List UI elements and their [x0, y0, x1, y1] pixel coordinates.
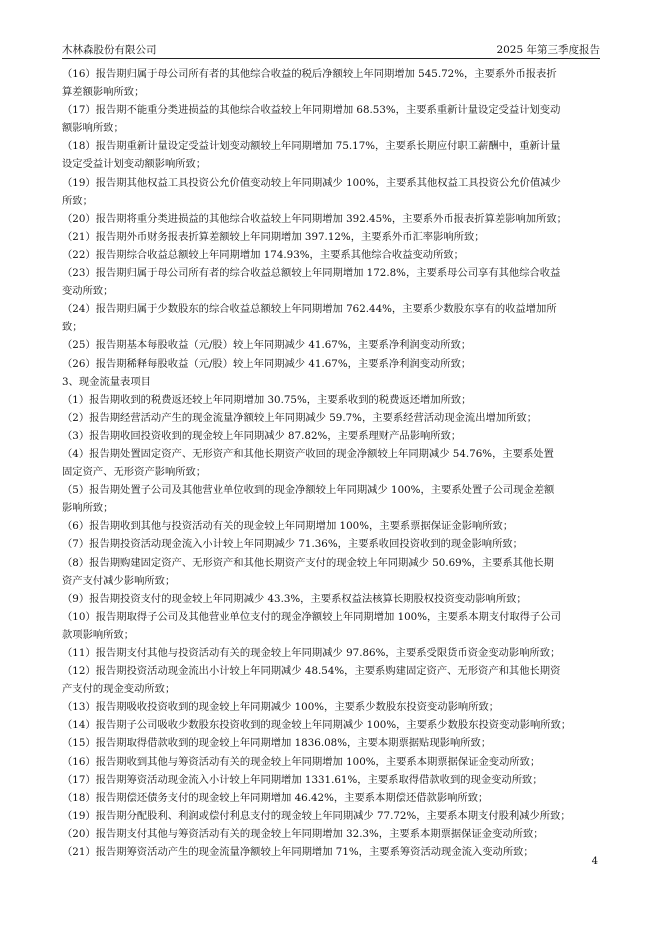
text-line: 设定受益计划变动额影响所致；	[62, 158, 207, 171]
text-line: 致；	[62, 321, 83, 334]
text-line: 额影响所致；	[62, 122, 124, 135]
text-line: （7）报告期投资活动现金流入小计较上年同期减少 71.36%，主要系收回投资收到的现金影响所致；	[62, 538, 523, 551]
page-number: 4	[591, 856, 598, 867]
text-line: 所致；	[62, 194, 93, 207]
text-line: 款项影响所致；	[62, 628, 135, 641]
text-line: （3）报告期收回投资收到的现金较上年同期减少 87.82%，主要系理财产品影响所致；	[62, 429, 462, 442]
text-line: （9）报告期投资支付的现金较上年同期减少 43.3%，主要系权益法核算长期股权投资变动影响所致；	[62, 592, 527, 605]
text-line: 算差额影响所致；	[62, 86, 145, 99]
text-line: （20）报告期将重分类进损益的其他综合收益较上年同期增加 392.45%，主要系外币报表折算差影响加所致；	[62, 212, 567, 225]
text-line: （23）报告期归属于母公司所有者的综合收益总额较上年同期增加 172.8%，主要系母公司享有其他综合收益	[62, 267, 561, 280]
text-line: 固定资产、无形资产影响所致；	[62, 466, 207, 479]
text-line: （24）报告期归属于少数股东的综合收益总额较上年同期增加 762.44%，主要系少数股东享有的收益增加所	[62, 303, 557, 316]
text-line: （15）报告期取得借款收到的现金较上年同期增加 1836.08%，主要本期票据贴现影响所致；	[62, 737, 492, 750]
text-line: （6）报告期收到其他与投资活动有关的现金较上年同期增加 100%，主要系票据保证金影响所致；	[62, 520, 514, 533]
report-body	[62, 65, 602, 861]
text-line: （18）报告期偿还债务支付的现金较上年同期增加 46.42%，主要系本期偿还借款影响所致；	[62, 791, 489, 804]
text-line: 产支付的现金变动所致；	[62, 683, 176, 696]
text-line: （19）报告期其他权益工具投资公允价值变动较上年同期减少 100%，主要系其他权益工具投资公允价值减少	[62, 176, 561, 189]
text-line: （19）报告期分配股利、利润或偿付利息支付的现金较上年同期减少 77.72%，主要系本期支付股利减少所致；	[62, 809, 571, 822]
text-line: （5）报告期处置子公司及其他营业单位收到的现金净额较上年同期减少 100%，主要系处置子公司现金差额	[62, 484, 555, 497]
text-line: （25）报告期基本每股收益（元/股）较上年同期减少 41.67%，主要系净利润变动所致；	[62, 339, 472, 352]
company-name: 木林森股份有限公司	[62, 44, 157, 56]
text-line: （21）报告期外币财务报表折算差额较上年同期增加 397.12%，主要系外币汇率影响所致；	[62, 230, 485, 243]
text-line: （16）报告期归属于母公司所有者的其他综合收益的税后净额较上年同期增加 545.72%，主要系外币报表折	[62, 68, 557, 80]
text-line: （20）报告期支付其他与筹资活动有关的现金较上年同期增加 32.3%，主要系本期票据保证金变动所致；	[62, 827, 544, 840]
text-line: （13）报告期吸收投资收到的现金较上年同期减少 100%，主要系少数股东投资变动影响所致；	[62, 701, 500, 714]
text-line: （22）报告期综合收益总额较上年同期增加 174.93%，主要系其他综合收益变动所致；	[62, 248, 464, 261]
text-line: （4）报告期处置固定资产、无形资产和其他长期资产收回的现金净额较上年同期减少 54.76%，主要系处置	[62, 447, 554, 460]
text-line: （17）报告期不能重分类进损益的其他综合收益较上年同期增加 68.53%，主要系重新计量设定受益计划变动	[62, 104, 561, 117]
text-line: （1）报告期收到的税费返还较上年同期增加 30.75%，主要系收到的税费返还增加所致；	[62, 393, 472, 406]
text-line: （10）报告期取得子公司及其他营业单位支付的现金净额较上年同期增加 100%，主要系本期支付取得子公司	[62, 610, 561, 623]
text-line: （26）报告期稀释每股收益（元/股）较上年同期减少 41.67%，主要系净利润变动所致；	[62, 357, 472, 370]
text-line: 资产支付减少影响所致；	[62, 574, 176, 587]
text-line: （16）报告期收到其他与筹资活动有关的现金较上年同期增加 100%，主要系本期票据保证金变动所致；	[62, 755, 541, 768]
text-line: （21）报告期筹资活动产生的现金流量净额较上年同期增加 71%，主要系筹资活动现金流入变动所致；	[62, 846, 534, 859]
text-line: 3、现金流量表项目	[62, 375, 151, 388]
text-line: （14）报告期子公司吸收少数股东投资收到的现金较上年同期减少 100%，主要系少数股东投资变动影响所致；	[62, 719, 572, 732]
report-title: 2025 年第三季度报告	[496, 44, 600, 56]
text-line: （17）报告期筹资活动现金流入小计较上年同期增加 1331.61%，主要系取得借款收到的现金变动所致；	[62, 773, 543, 786]
text-line: （2）报告期经营活动产生的现金流量净额较上年同期减少 59.7%，主要系经营活动现金流出增加所致；	[62, 411, 538, 424]
text-line: （18）报告期重新计量设定受益计划变动额较上年同期增加 75.17%，主要系长期应付职工薪酬中，重新计量	[62, 140, 561, 153]
text-line: （8）报告期购建固定资产、无形资产和其他长期资产支付的现金较上年同期减少 50.69%，主要系其他长期	[62, 556, 554, 569]
text-line: 变动所致；	[62, 285, 114, 298]
text-line: （12）报告期投资活动现金流出小计较上年同期减少 48.54%，主要系购建固定资产、无形资产和其他长期资	[62, 665, 561, 678]
page-header	[62, 40, 600, 59]
text-line: （11）报告期支付其他与投资活动有关的现金较上年同期减少 97.86%，主要系受限货币资金变动影响所致；	[62, 647, 561, 659]
text-line: 影响所致；	[62, 502, 114, 515]
